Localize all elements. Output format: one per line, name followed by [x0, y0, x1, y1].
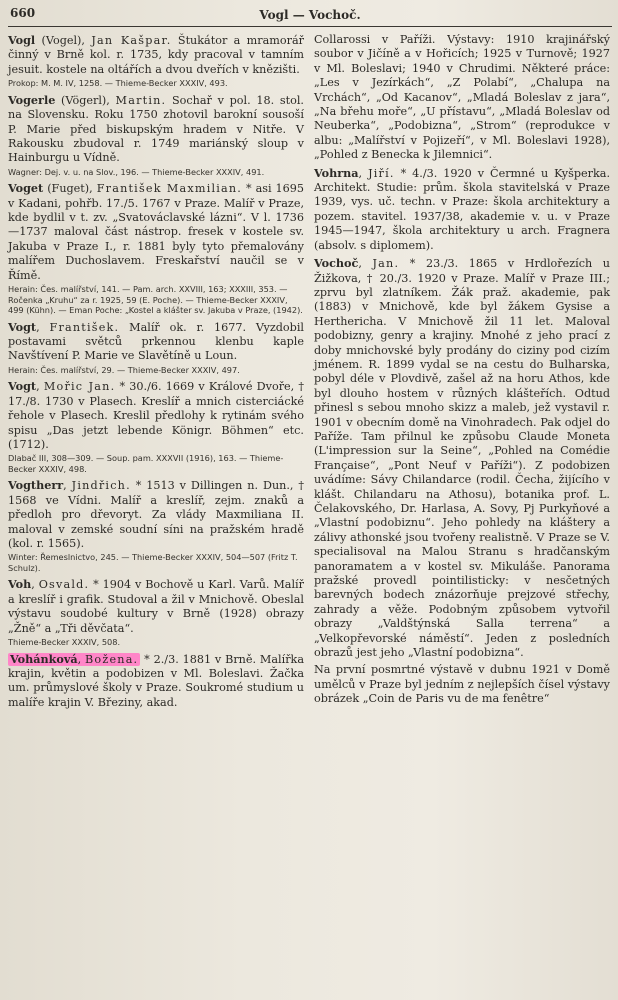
- entry-text: [314, 33, 610, 163]
- dictionary-entry: [314, 256, 610, 660]
- entry-references: Dlabač III, 308—309. — Soup. pam. XXXVII (1916), 163. — Thieme-Becker XXXIV, 498.: [8, 453, 284, 474]
- entry-text: [8, 577, 304, 636]
- entry-references: Herain: Čes. malířství, 141. — Pam. arch. XXVIII, 163; XXXIII, 353. — Ročenka „Kruhu“ za r. 1925, 59 (E. Poche). — Thieme-Becker XXXIV, 499 (Kühn). — Eman Poche: „Kostel a klášter sv. Jakuba v Praze, (1942).: [8, 284, 303, 316]
- entry-body: * 23./3. 1865 v Hrdlořezích u Žižkova, † 20./3. 1920 v Praze. Malíř v Praze III.; zprvu byl zlatníkem. Žák praž. akademie, pak (1883) v Mnichově, kde byl žákem Gysise a Herthericha. V Mnichově žil 11 let. Maloval podobizny, genry a krajiny. Mnohé z jeho prací z doby mnichovské byly prodány do ciziny pod cizím jménem. R. 1899 vydal se na cestu do Bulharska, pobyl déle v Plovdivě, zašel až na horu Athos, kde byl dlouho hostem v různých klášteřích. Odtud přinesl s sebou mnoho skizz a maleb, jež vystavil r. 1901 v obecním domě na Vinohradech. Pak odjel do Paříže. Tam přilnul ke způsobu Claude Moneta (L'impression sur la Seine“, „Pohled na Comédie Française“, „Pont Neuf v Paříži“). Z podobizen uvádíme: Sávy Chilandarce (rodil. Čecha, žijícího v klášt. Chilandaru na Athosu), botanika prof. L. Čelakovského, Dr. Harlasa, A. Sovy, Pj Purkyňové a „Vlastní podobiznu“. Jeho pohledy na kláštery a zálivy athonské jsou tvořeny realistně. V Praze se V. specialisoval na Malou Stranu s hradčanským panoramatem a v kostel sv. Mikuláše. Panorama pražské provedl pointilisticky: v nesčetných barevných bodech znázorňuje prejzové střechy, zahrady a věže. Podobným způsobem vytvořil obrazy „Valdštýnská Salla terrena“ a „Velkopřevorské náměstí“. Jeden z posledních obrazů jest jeho „Vlastní podobizna“.: [314, 257, 610, 660]
- running-head: Vogl — Vochoč.: [259, 8, 361, 22]
- entry-body: Na první posmrtné výstavě v dubnu 1921 v Domě umělců v Praze byl jedním z nejlepších čísel výstavy obrázek „Coin de Paris vu de ma fenêtre“: [314, 663, 610, 706]
- dictionary-entry: [314, 663, 610, 706]
- entry-given-name: Božena.: [85, 652, 139, 666]
- entry-references: Winter: Řemeslnictvo, 245. — Thieme-Becker XXXIV, 504—507 (Fritz T. Schulz).: [8, 552, 298, 573]
- entry-body: * 1513 v Dillingen n. Dun., † 1568 ve Vídni. Malíř a kreslíř, zejm. znaků a předloh pro dřevoryt. Za vlády Maxmiliana II. maloval v zemské soudní síni na pražském hradě (kol. r. 1565).: [8, 479, 304, 550]
- entry-body: Malíř ok. r. 1677. Vyzdobil postavami světců prkennou klenbu kaple Navštívení P. Marie ve Slavětíně u Loun.: [8, 320, 304, 363]
- entry-references: Prokop: M. M. IV, 1258. — Thieme-Becker XXXIV, 493.: [8, 78, 228, 89]
- entry-variant: (Vögerl),: [55, 93, 116, 107]
- entry-headword: Vogtherr: [8, 478, 64, 493]
- dictionary-entry: [8, 379, 304, 474]
- entry-body: Sochař v pol. 18. stol. na Slovensku. Roku 1750 zhotovil barokní sousoší P. Marie před biskupským hradem v Nitře. V Rakousku zbudoval r. 1749 mariánský sloup v Hainburgu u Vídně.: [8, 93, 304, 165]
- two-column-body: [8, 33, 612, 713]
- entry-text: [8, 93, 304, 166]
- dictionary-entry: [8, 652, 304, 711]
- entry-headword: Vogerle: [8, 92, 56, 107]
- highlighted-entry-name: [8, 653, 140, 666]
- entry-variant: ,: [358, 257, 373, 271]
- entry-given-name: František.: [49, 320, 120, 334]
- dictionary-entry: [8, 33, 304, 89]
- entry-variant: ,: [36, 380, 44, 394]
- entry-headword: Vohánková: [10, 651, 78, 666]
- entry-variant: ,: [358, 166, 369, 180]
- entry-text: [314, 663, 610, 706]
- entry-text: [8, 181, 304, 283]
- dictionary-entry: [8, 320, 304, 376]
- entry-variant: (Vogel),: [35, 34, 92, 47]
- entry-references: Wagner: Dej. v. u. na Slov., 196. — Thieme-Becker XXXIV, 491.: [8, 166, 265, 177]
- page-number: 660: [10, 6, 36, 20]
- entry-headword: Vohrna: [314, 165, 359, 180]
- entry-body: Štukátor a mramorář činný v Brně kol. r. 1735, kdy pracoval v tamním jesuit. kostele na oltářích a dvou dveřích v knězišti.: [8, 34, 305, 76]
- entry-given-name: Jindřich.: [71, 479, 131, 493]
- entry-body: Collarossi v Paříži. Výstavy: 1910 krajinářský soubor v Jičíně a v Hořicích; 1925 v Turnově; 1927 v Ml. Boleslavi; 1940 v Chrudimi. Některé práce: „Les v Jezírkách“, „Z Polabí“, „Chalupa na Vrchách“, „Od Kacanov“, „Mladá Boleslav z jara“, „Na břehu moře“, „U přístavu“, „Mladá Boleslav od Neuberka“, „Podobizna“, „Strom“ (reprodukce v albu: „Malířství v Pojizeří“, v Ml. Boleslavi 1928), „Pohled z Benecka k Jilemnici“.: [314, 33, 610, 162]
- entry-variant: ,: [63, 479, 72, 493]
- entry-variant: (Fuget),: [43, 182, 97, 196]
- dictionary-entry: [314, 166, 610, 253]
- entry-headword: Vogt: [8, 379, 37, 394]
- entry-given-name: Jan.: [372, 257, 400, 271]
- dictionary-entry: [8, 181, 304, 315]
- entry-text: [314, 256, 610, 660]
- dictionary-entry: [8, 478, 304, 573]
- entry-text: [8, 379, 304, 452]
- entry-body: * asi 1695 v Kadani, pohřb. 17./5. 1767 v Praze. Malíř v Praze, kde bydlil v t. zv. „Svatováclavské lázni“. V l. 1736—1737 maloval část nástrop. fresek v kostele sv. Jakuba v Praze I., r. 1881 byly tyto přemalovány malířem Duchoslavem. Freskařství naučil se v Římě.: [8, 182, 304, 282]
- dictionary-entry: [8, 93, 304, 178]
- entry-headword: Vogt: [8, 319, 37, 334]
- entry-text: [8, 652, 304, 711]
- entry-references: Herain: Čes. malířství, 29. — Thieme-Becker XXXIV, 497.: [8, 364, 240, 375]
- entry-variant: ,: [36, 320, 50, 334]
- entry-given-name: František Maxmilian.: [96, 182, 243, 196]
- dictionary-entry: [8, 577, 304, 647]
- left-column: [8, 33, 304, 713]
- entry-text: [8, 320, 304, 364]
- entry-variant: ,: [31, 578, 39, 592]
- entry-given-name: Martin.: [115, 93, 167, 107]
- entry-body: * 30./6. 1669 v Králové Dvoře, † 17./8. 1730 v Plasech. Kreslíř a mnich cisterciácké řehole v Plasech. Kreslil předlohy k rytinám svého spisu „Das jetzt lebende Königr. Böhmen“ etc. (1712).: [8, 380, 304, 451]
- entry-text: [8, 478, 304, 551]
- page-header: [8, 4, 612, 27]
- entry-headword: Vochoč: [314, 256, 359, 271]
- entry-given-name: Mořic Jan.: [43, 380, 116, 394]
- entry-given-name: Jan Kašpar.: [91, 34, 172, 47]
- entry-body: * 2./3. 1881 v Brně. Malířka krajin, květin a podobizen v Ml. Boleslavi. Žačka um. průmyslové školy v Praze. Soukromé studium u malíře krajin V. Březiny, akad.: [8, 652, 304, 709]
- entry-body: * 1904 v Bochově u Karl. Varů. Malíř a kreslíř i grafik. Studoval a žil v Mnichově. Obeslal výstavu soudobé kultury v Brně (1928) obrazy „Žně“ a „Tři děvčata“.: [8, 578, 304, 635]
- right-column: [314, 33, 610, 713]
- entry-headword: Voget: [8, 181, 44, 196]
- entry-variant: ,: [77, 652, 86, 666]
- entry-headword: Vogl: [8, 33, 36, 47]
- entry-text: [8, 33, 304, 77]
- entry-text: [314, 166, 610, 253]
- entry-references: Thieme-Becker XXXIV, 508.: [8, 637, 121, 647]
- entry-given-name: Jiří.: [368, 166, 395, 180]
- entry-body: * 4./3. 1920 v Čermné u Kyšperka. Architekt. Studie: prům. škola stavitelská v Praze 1939, vys. uč. techn. v Praze: škola architektury a pozem. stavitel. 1937/38, akademie v. u. v Praze 1945—1947, škola architektury u arch. Fragnera (absolv. s diplomem).: [314, 166, 610, 252]
- entry-headword: Voh: [8, 577, 32, 592]
- entry-given-name: Osvald.: [38, 578, 90, 592]
- dictionary-entry: [314, 33, 610, 163]
